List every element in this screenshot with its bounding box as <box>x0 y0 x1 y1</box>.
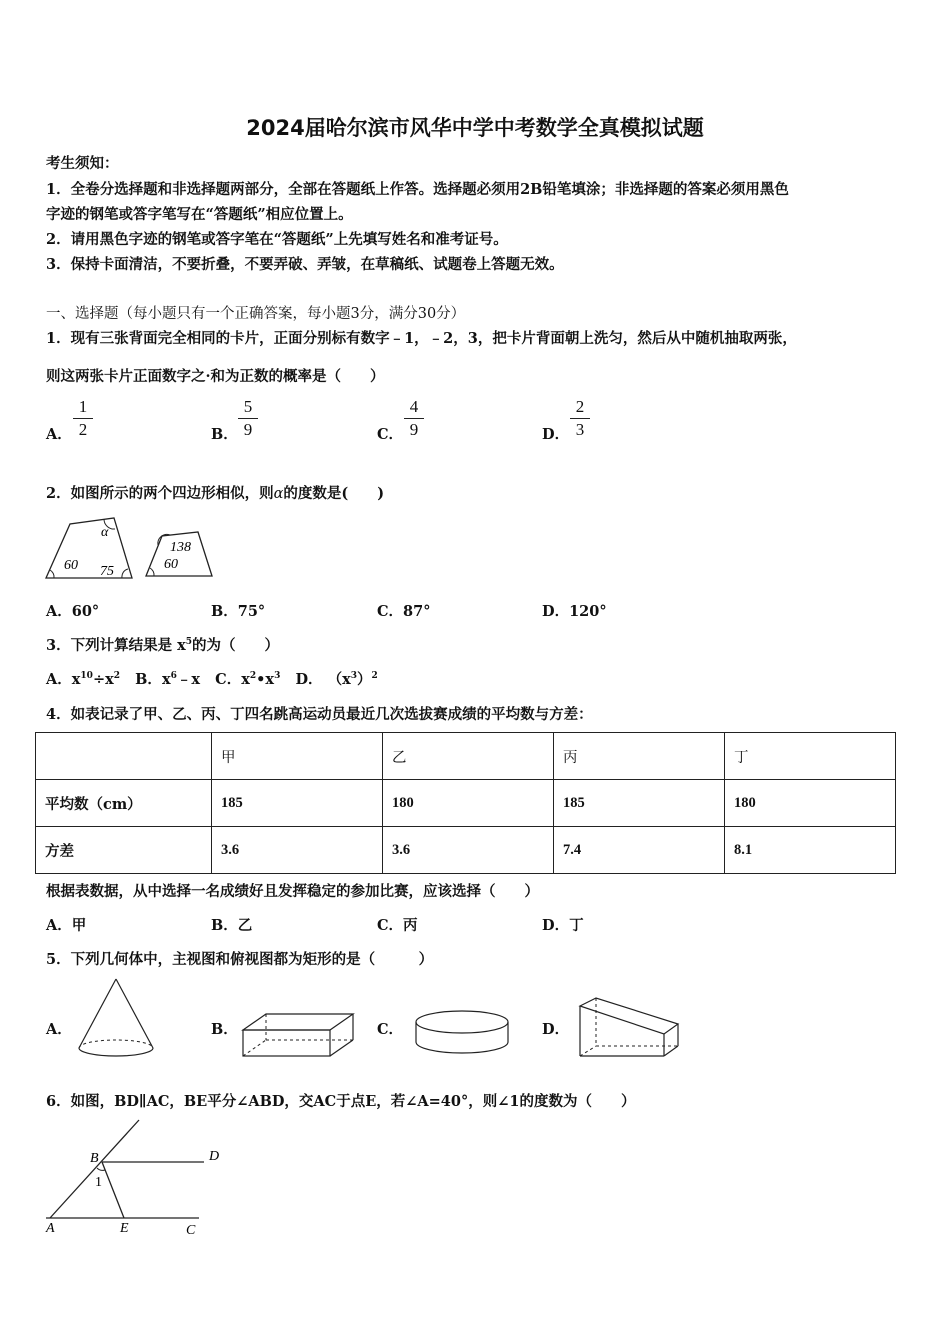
q3-option-b[interactable] <box>135 671 200 688</box>
q5-option-d-label[interactable]: D． <box>542 1021 570 1038</box>
q3-option-a[interactable] <box>46 671 120 688</box>
notice-line-1a: 1．全卷分选择题和非选择题两部分，全部在答题纸上作答。选择题必须用2B铅笔填涂；非选择题的答案必须用黑色 <box>46 181 789 198</box>
q3-option-b-mid: ﹣x <box>176 671 201 688</box>
q3-option-a-label: A． <box>46 671 72 688</box>
q5-option-a-label[interactable]: A． <box>46 1021 72 1038</box>
q4-stem: 4．如表记录了甲、乙、丙、丁四名跳高运动员最近几次选拔赛成绩的平均数与方差： <box>46 706 593 723</box>
notice-line-3: 3．保持卡面清洁，不要折叠，不要弄破、弄皱，在草稿纸、试题卷上答题无效。 <box>46 256 564 273</box>
q3-option-d-sup2: 2 <box>371 671 378 682</box>
q3-option-b-sup1: 6 <box>170 671 177 682</box>
q3-option-c-mid: •x <box>256 671 275 688</box>
q2-option-a[interactable]: A．60° <box>46 603 100 620</box>
q1-option-c-numerator: 4 <box>409 397 419 416</box>
q3-option-a-sup1: 10 <box>80 671 93 682</box>
table-cell: 3.6 <box>383 827 554 874</box>
q2-stem-alpha: α <box>273 486 284 502</box>
label-b: B <box>90 1151 99 1166</box>
q4-scores-table <box>35 732 896 874</box>
q1-option-d-numerator: 2 <box>575 397 585 416</box>
q2-option-c[interactable]: C．87° <box>377 603 431 620</box>
label-a: A <box>46 1221 55 1236</box>
q2-option-b[interactable]: B．75° <box>211 603 266 620</box>
q2-stem <box>46 482 384 503</box>
cuboid-figure <box>240 1010 356 1058</box>
section-heading: 一、选择题（每小题只有一个正确答案，每小题3分，满分30分） <box>46 306 466 322</box>
label-c: C <box>186 1223 196 1238</box>
q2-stem-a: 2．如图所示的两个四边形相似，则 <box>46 485 274 502</box>
table-cell: 平均数（cm） <box>36 780 212 827</box>
table-header-row <box>36 733 896 780</box>
table-header-cell: 乙 <box>383 733 554 780</box>
q3-option-c-sup2: 3 <box>274 671 281 682</box>
fraction-bar <box>73 418 93 419</box>
label-1: 1 <box>95 1175 102 1190</box>
q4-option-d[interactable]: D．丁 <box>542 917 584 934</box>
q3-option-d-base: （x <box>327 671 351 688</box>
label-138: 138 <box>170 540 191 555</box>
q2-option-d[interactable]: D．120° <box>542 603 607 620</box>
label-75: 75 <box>100 564 114 579</box>
table-cell: 185 <box>212 780 383 827</box>
label-alpha: α <box>101 525 109 540</box>
q3-options <box>46 668 378 689</box>
table-row <box>36 827 896 874</box>
table-cell: 8.1 <box>725 827 896 874</box>
q3-stem-b: 的为（ ） <box>192 637 280 654</box>
q3-option-d-sup1: 3 <box>350 671 358 682</box>
q1-option-b-denominator: 9 <box>243 420 253 439</box>
arc-60-right <box>150 568 154 576</box>
page-title: 2024届哈尔滨市风华中学中考数学全真模拟试题 <box>246 116 704 140</box>
q1-option-c-label[interactable]: C． <box>377 426 404 443</box>
cone-figure <box>76 976 156 1060</box>
q5-option-c-label[interactable]: C． <box>377 1021 404 1038</box>
table-cell: 180 <box>383 780 554 827</box>
q3-option-d[interactable] <box>295 671 377 688</box>
label-60-right: 60 <box>164 557 178 572</box>
prism-figure <box>576 996 682 1062</box>
table-cell: 7.4 <box>554 827 725 874</box>
fraction-bar <box>238 418 258 419</box>
label-e: E <box>120 1221 129 1236</box>
q3-option-c-sup1: 2 <box>249 671 257 682</box>
q1-option-d-label[interactable]: D． <box>542 426 570 443</box>
arc-75 <box>122 569 128 578</box>
q6-stem: 6．如图，BD∥AC，BE平分∠ABD，交AC于点E，若∠A=40°，则∠1的度数为（ ） <box>46 1093 636 1110</box>
table-row <box>36 780 896 827</box>
table-header-cell <box>36 733 212 780</box>
q4-option-b[interactable]: B．乙 <box>211 917 253 934</box>
q2-quadrilaterals-figure <box>44 512 224 582</box>
q3-option-a-mid: ÷x <box>92 671 114 688</box>
q6-parallel-lines-figure <box>44 1118 229 1240</box>
table-cell: 180 <box>725 780 896 827</box>
q1-stem-line1: 1．现有三张背面完全相同的卡片，正面分别标有数字﹣1，﹣2，3，把卡片背面朝上洗匀，然后从中随机抽取两张， <box>46 330 797 347</box>
q3-option-d-mid: ） <box>357 671 372 688</box>
quadrilateral-1 <box>46 518 132 578</box>
table-header-cell: 甲 <box>212 733 383 780</box>
q1-option-d-fraction <box>570 397 590 440</box>
cylinder-figure <box>412 1006 512 1062</box>
q1-option-a-denominator: 2 <box>78 420 88 439</box>
table-cell: 方差 <box>36 827 212 874</box>
q1-option-a-numerator: 1 <box>78 397 88 416</box>
q1-option-b-numerator: 5 <box>243 397 253 416</box>
q5-stem: 5．下列几何体中，主视图和俯视图都为矩形的是（ ） <box>46 951 434 968</box>
line-be <box>102 1162 124 1218</box>
q1-option-c-denominator: 9 <box>409 420 419 439</box>
fraction-bar <box>570 418 590 419</box>
notice-heading: 考生须知： <box>46 155 119 172</box>
q3-stem <box>46 634 279 655</box>
fraction-bar <box>404 418 424 419</box>
table-cell: 3.6 <box>212 827 383 874</box>
q3-option-a-sup2: 2 <box>113 671 121 682</box>
q4-option-c[interactable]: C．丙 <box>377 917 418 934</box>
notice-line-2: 2．请用黑色字迹的钢笔或答字笔在“答题纸”上先填写姓名和准考证号。 <box>46 231 508 248</box>
q3-option-c-label: C． <box>215 671 242 688</box>
line-ab <box>50 1120 139 1218</box>
table-header-cell: 丁 <box>725 733 896 780</box>
table-cell: 185 <box>554 780 725 827</box>
q1-option-a-fraction <box>73 397 93 440</box>
q1-option-d-denominator: 3 <box>575 420 585 439</box>
notice-line-1b: 字迹的钢笔或答字笔写在“答题纸”相应位置上。 <box>46 206 353 223</box>
q3-stem-sup: 5 <box>185 637 193 648</box>
q3-stem-a: 3．下列计算结果是 x <box>46 637 186 654</box>
q1-stem-line2: 则这两张卡片正面数字之·和为正数的概率是（ ） <box>46 368 385 385</box>
q4-question: 根据表数据，从中选择一名成绩好且发挥稳定的参加比赛，应该选择（ ） <box>46 883 539 900</box>
q3-option-c-base: x <box>241 671 250 688</box>
label-d: D <box>209 1149 220 1164</box>
q3-option-c[interactable] <box>215 671 280 688</box>
q3-option-b-label: B． <box>135 671 162 688</box>
q4-option-a[interactable]: A．甲 <box>46 917 87 934</box>
arc-60-left <box>50 570 54 578</box>
q3-option-b-base: x <box>161 671 171 688</box>
q1-option-c-fraction <box>404 397 424 440</box>
q1-option-b-fraction <box>238 397 258 440</box>
q5-option-b-label[interactable]: B． <box>211 1021 238 1038</box>
table-header-cell: 丙 <box>554 733 725 780</box>
q2-stem-b: 的度数是( ) <box>283 485 385 502</box>
q1-option-b-label[interactable]: B． <box>211 426 238 443</box>
label-60-left: 60 <box>64 558 78 573</box>
q1-option-a-label[interactable]: A． <box>46 426 72 443</box>
q3-option-d-label: D． <box>295 671 323 688</box>
q3-option-a-base: x <box>71 671 81 688</box>
